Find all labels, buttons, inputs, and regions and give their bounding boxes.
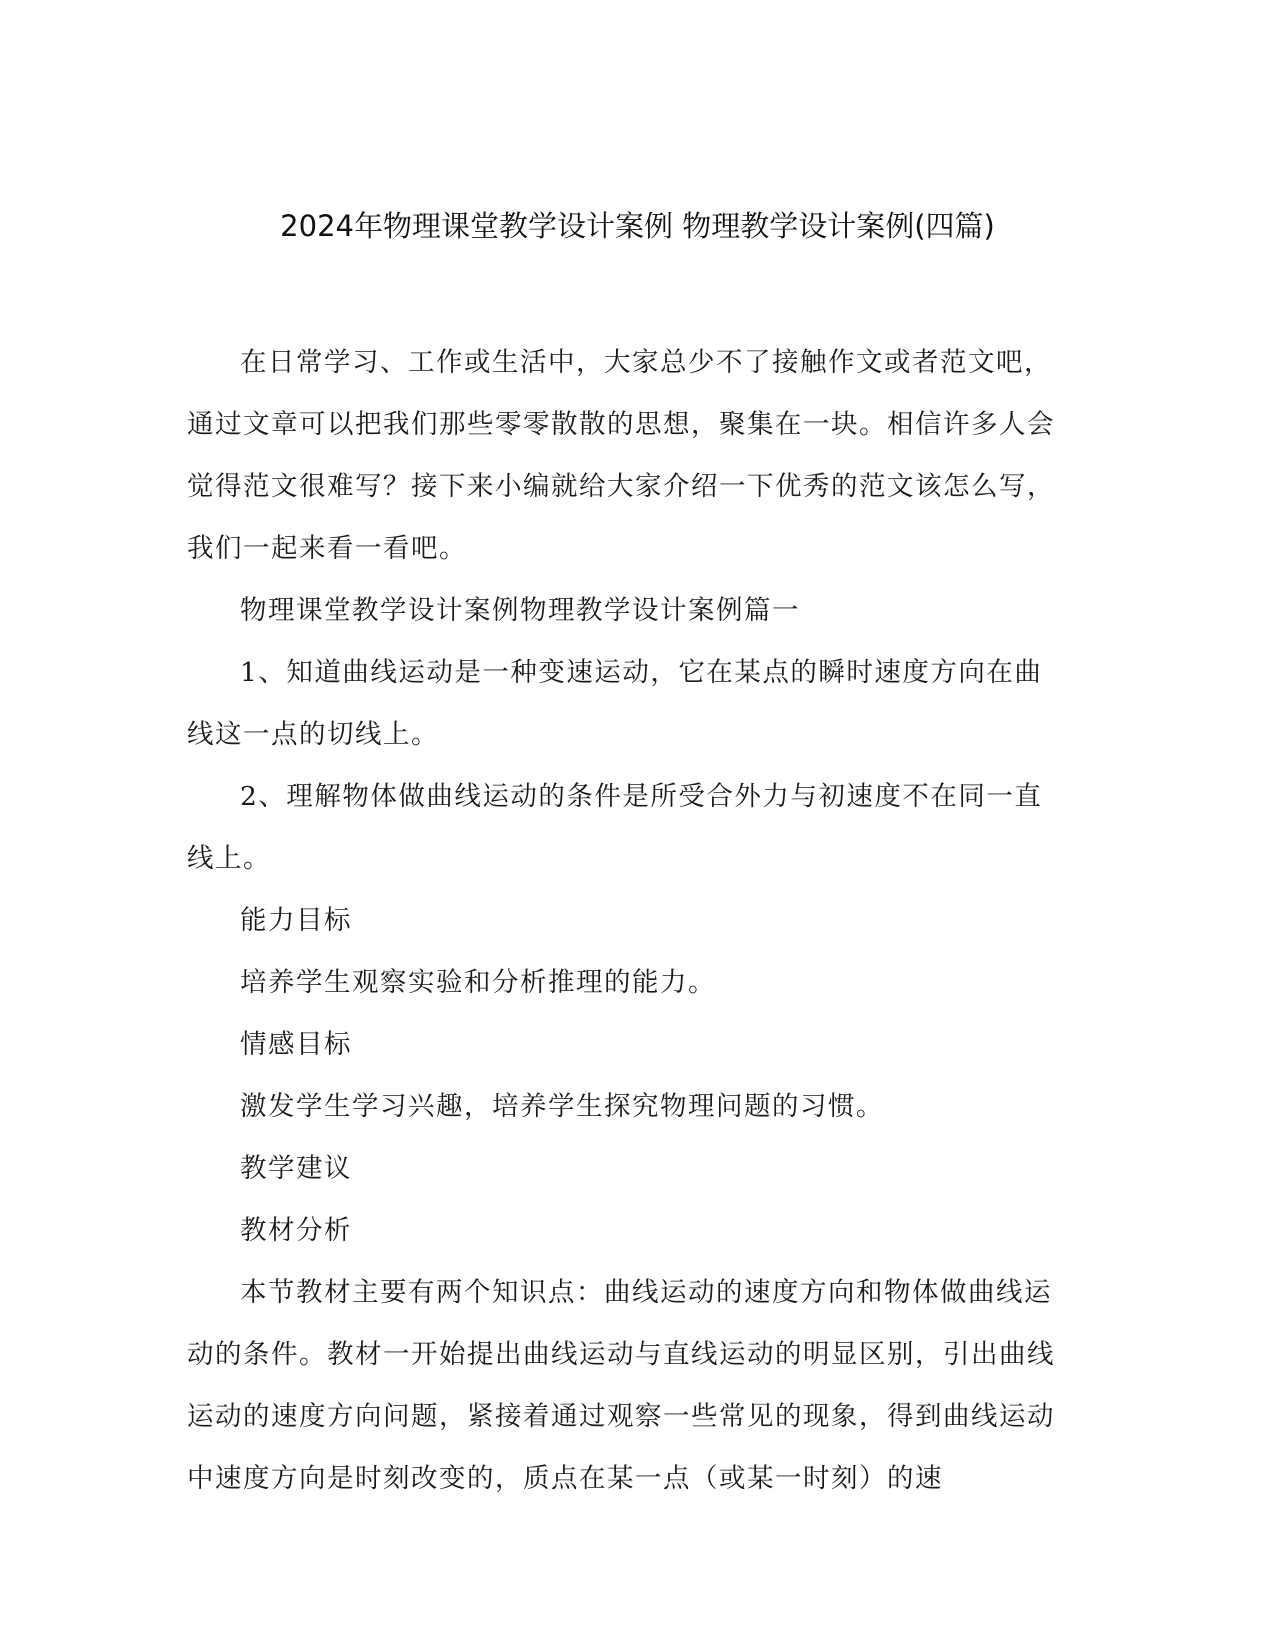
paragraph-section-heading: 物理课堂教学设计案例物理教学设计案例篇一 [240,595,800,626]
paragraph-intro: 在日常学习、工作或生活中，大家总少不了接触作文或者范文吧，通过文章可以把我们那些零零散散的思想，聚集在一块。相信许多人会觉得范文很难写？接下来小编就给大家介绍一下优秀的范文该怎么写，我们一起来看一看吧。 [187,347,1055,564]
paragraph-objective-1: 1、知道曲线运动是一种变速运动，它在某点的瞬时速度方向在曲线这一点的切线上。 [187,657,1043,750]
heading-teaching-suggestions: 教学建议 [240,1153,352,1184]
paragraph-emotion-goal: 激发学生学习兴趣，培养学生探究物理问题的习惯。 [240,1091,884,1122]
heading-emotion-goal: 情感目标 [240,1029,352,1060]
paragraph-textbook-analysis: 本节教材主要有两个知识点：曲线运动的速度方向和物体做曲线运动的条件。教材一开始提出曲线运动与直线运动的明显区别，引出曲线运动的速度方向问题，紧接着通过观察一些常见的现象，得到曲线运动中速度方向是时刻改变的，质点在某一点（或某一时刻）的速 [187,1277,1055,1494]
heading-textbook-analysis: 教材分析 [240,1215,352,1246]
document-body [187,332,1067,1510]
paragraph-ability-goal: 培养学生观察实验和分析推理的能力。 [240,967,716,998]
paragraph-objective-2: 2、理解物体做曲线运动的条件是所受合外力与初速度不在同一直线上。 [187,781,1043,874]
document-title: 2024年物理课堂教学设计案例 物理教学设计案例(四篇) [280,209,995,243]
heading-ability-goal: 能力目标 [240,905,352,936]
